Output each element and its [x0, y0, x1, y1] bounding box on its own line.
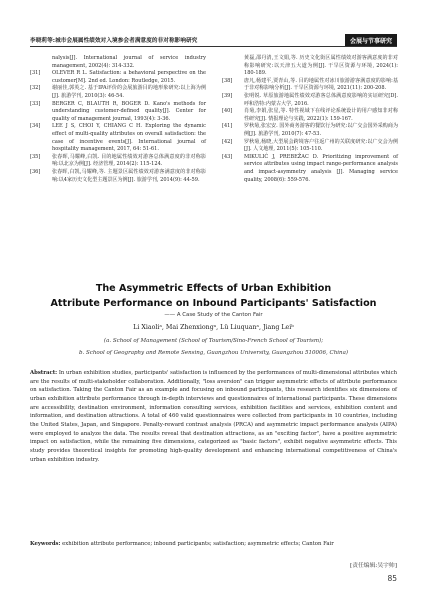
- reference-text: 黄磊,邵丹清,王文娟,等. 历史文化街区属性绩效对游客满意度的非对称影响研究:以天津五大道为例[J]. 干旱区资源与环境, 2024(1): 180-189.: [244, 55, 398, 77]
- references-right-column: [222, 55, 398, 184]
- reference-text: 张春晖,马耀峰,白凯. 目的地属性绩效对游客总体满意度的非对称影响:以北京为例[J]. 经济管理, 2014(2): 115-124.: [52, 153, 206, 168]
- reference-number: [32]: [30, 85, 41, 92]
- reference-text: 罗秋菊,张宏安. 国外商务游客的餐饮行为研究:以广交会国外采购商为例[J]. 旅游学刊, 2010(7): 47-53.: [244, 123, 398, 137]
- reference-number: [40]: [222, 108, 233, 115]
- reference-number: [42]: [222, 138, 233, 145]
- reference-item: [222, 55, 398, 78]
- reference-number: [33]: [30, 100, 41, 107]
- abstract: [30, 369, 397, 464]
- editor-note: [责任编辑:吴宇帅]: [349, 563, 397, 569]
- reference-number: [43]: [222, 153, 233, 160]
- running-header: [30, 36, 397, 48]
- section-badge: 会展与节事研究: [345, 34, 397, 47]
- reference-text: LEE J S, CHOI Y, CHIANG C H. Exploring the dynamic effect of multi-quality attributes on overall satisfaction: the case of incentive events[J]. International journal of hospitality management, 2017, 64: 51-61.: [52, 123, 206, 153]
- reference-number: [34]: [30, 123, 41, 130]
- affiliation-a: (a. School of Management (School of Tourism/Sino-French School of Tourism);: [103, 338, 324, 344]
- reference-text: 张春晖,白凯,马耀峰,等. 主题景区属性绩效对游客满意度的非对称影响:以4家历史文化型主题景区为例[J]. 旅游学刊, 2014(9): 44-59.: [52, 168, 206, 183]
- reference-item: [222, 108, 398, 123]
- abstract-text: In urban exhibition studies, participants' satisfaction is influenced by the performances of multi-dimensional attributes which are the results of multi-stakeholder collaboration. Additionally, "loss aversion" can trigger asymmetric effects of attribute performance on satisfaction. Taking the Canton Fair as an example and focusing on inbound participants, this research identifies six dimensions of urban exhibition attribute performance through in-depth interviews and questionnaires of international participants. These dimensions are accessibility, destination environment, information consulting services, exhibition facilities and services, exhibition content and information, and destination attractions. A total of 460 valid questionnaires were collected from participants in 10 countries, including the United States, Japan, and Singapore. Penalty-reward contrast analysis (PRCA) and asymmetric impact performance analysis (AIPA) were employed to analyze the data. The results reveal that destination attractions, as an "exciting factor", have a positive asymmetric impact on satisfaction, while the remaining five dimensions, categorized as "basic factors", exhibit negative asymmetric effects. This study provides theoretical insights for promoting high-quality development and enhancing international competitiveness of China's urban exhibition industry.: [30, 370, 397, 463]
- reference-number: [35]: [30, 153, 41, 160]
- reference-item: [30, 55, 206, 70]
- reference-number: [41]: [222, 123, 233, 130]
- reference-text: 罗秋菊,杨晓,大型展会跨境客户往返广州的关联度研究:以广交会为例[J]. 人文地理, 2011(5): 105-110.: [244, 138, 398, 153]
- running-header-title: 李晓莉等:城市会展属性绩效对入境参会者满意度的非对称影响研究: [30, 38, 198, 44]
- reference-text: 肖菊,李娟,张星,等. 特性视域下在线评论系统设计的用户感知非对称性研究[J]. 情报理论与实践, 2022(1): 159-167.: [244, 108, 398, 122]
- page-number: 85: [387, 574, 397, 583]
- paper-title-line-1: The Asymmetric Effects of Urban Exhibition: [95, 283, 332, 294]
- reference-number: [39]: [222, 92, 233, 99]
- reference-item: [222, 78, 398, 93]
- reference-item: [30, 101, 206, 124]
- reference-text: nalysis[J]. International journal of service industry management, 2002(4): 314-332.: [52, 55, 206, 69]
- reference-item: [222, 139, 398, 154]
- keywords-label: Keywords:: [30, 541, 61, 547]
- reference-text: 谢丽佳,郭英之. 基于IPA评价的会展旅游目的地形象研究:以上海为例[J]. 旅游学刊, 2010(3): 46-54.: [52, 85, 206, 99]
- reference-text: OLEVER R L. Satisfaction: a behavioral perspective on the customer[M]. 2nd ed. London: Routledge, 2015.: [52, 70, 206, 84]
- references-left-column: [30, 55, 206, 184]
- reference-item: [222, 154, 398, 184]
- keywords-text: exhibition attribute performance; inbound participants; satisfaction; asymmetric effects; Canton Fair: [62, 541, 334, 547]
- author-list: Li Xiaoliᵃ, Mai Zhenxiongᵃ, Lü Liuquanᵃ, Jiang Leiᵇ: [133, 324, 294, 331]
- keywords: [30, 540, 397, 548]
- reference-item: [222, 93, 398, 108]
- reference-number: [31]: [30, 70, 41, 77]
- reference-item: [30, 169, 206, 184]
- paper-title-line-2: Attribute Performance on Inbound Participants' Satisfaction: [50, 298, 377, 309]
- reference-item: [30, 85, 206, 100]
- reference-number: [38]: [222, 77, 233, 84]
- reference-text: BERGER C, BLAUTH R, BOGER D. Kano's methods for understanding customer-defined quality[J]. Center for quality of management journal, 1993(4): 3-36.: [52, 100, 206, 122]
- paper-subtitle: —— A Case Study of the Canton Fair: [164, 312, 263, 318]
- reference-item: [222, 123, 398, 138]
- reference-text: MIKULIĆ J, PREBEŽAC D. Prioritizing improvement of service attributes using impact range-performance analysis and impact-asymmetry analysis [J]. Managing service quality, 2008(6): 559-576.: [244, 153, 398, 183]
- reference-number: [36]: [30, 168, 41, 175]
- reference-text: 张明锐. 草原旅游地属性绩效对游客总体满意度影响的实证研究[D]. 呼和浩特:内蒙古大学, 2016.: [244, 92, 398, 107]
- reference-item: [30, 70, 206, 85]
- reference-text: 唐凡,杨建平,贾青山,等. 目的地属性对冰川旅游游客满意度的影响:基于非对称影响分析[J]. 干旱区资源与环境, 2021(11): 200-208.: [244, 77, 398, 92]
- reference-item: [30, 154, 206, 169]
- abstract-label: Abstract:: [30, 370, 58, 376]
- reference-item: [30, 123, 206, 153]
- header-rule: [30, 46, 397, 47]
- affiliation-b: b. School of Geography and Remote Sensing, Guangzhou University, Guangzhou 510006, China): [78, 350, 349, 356]
